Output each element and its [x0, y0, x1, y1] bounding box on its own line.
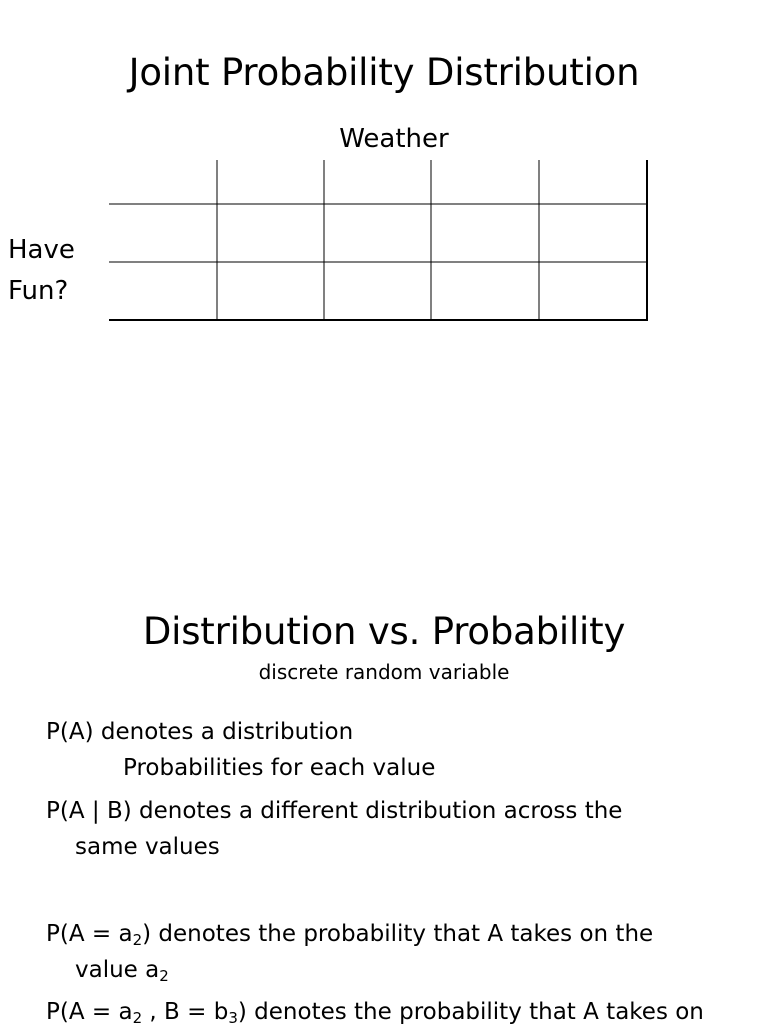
subscript: 2: [132, 931, 143, 949]
text-fragment: , B = b: [142, 999, 229, 1025]
column-header-weather: Weather: [339, 124, 449, 154]
bullet-line-1: P(A) denotes a distribution: [46, 719, 354, 745]
text-fragment: ) denotes the probability that A takes on: [237, 999, 704, 1025]
bullet-line-6: [46, 952, 169, 988]
subscript: 2: [132, 1009, 143, 1027]
bullet-line-3: P(A | B) denotes a different distribution across the: [46, 798, 623, 824]
slide-title: Distribution vs. Probability: [142, 610, 626, 653]
text-fragment: value a: [75, 957, 160, 983]
text-fragment: P(A = a: [46, 921, 133, 947]
slide-title: Joint Probability Distribution: [128, 51, 640, 94]
text-fragment: ) denotes the probability that A takes on the: [142, 921, 654, 947]
bullet-line-4: same values: [75, 834, 220, 860]
bullet-line-2: Probabilities for each value: [123, 755, 436, 781]
subscript: 3: [228, 1009, 238, 1027]
row-header-line-1: Have: [8, 235, 75, 265]
bullet-line-7: [46, 994, 704, 1030]
row-header-line-2: Fun?: [8, 276, 69, 306]
text-fragment: P(A = a: [46, 999, 133, 1025]
subscript: 2: [159, 967, 169, 985]
bullet-line-5: [46, 916, 653, 952]
slide-distribution-vs-probability: [0, 576, 768, 1027]
slide-subtitle: discrete random variable: [258, 660, 510, 684]
